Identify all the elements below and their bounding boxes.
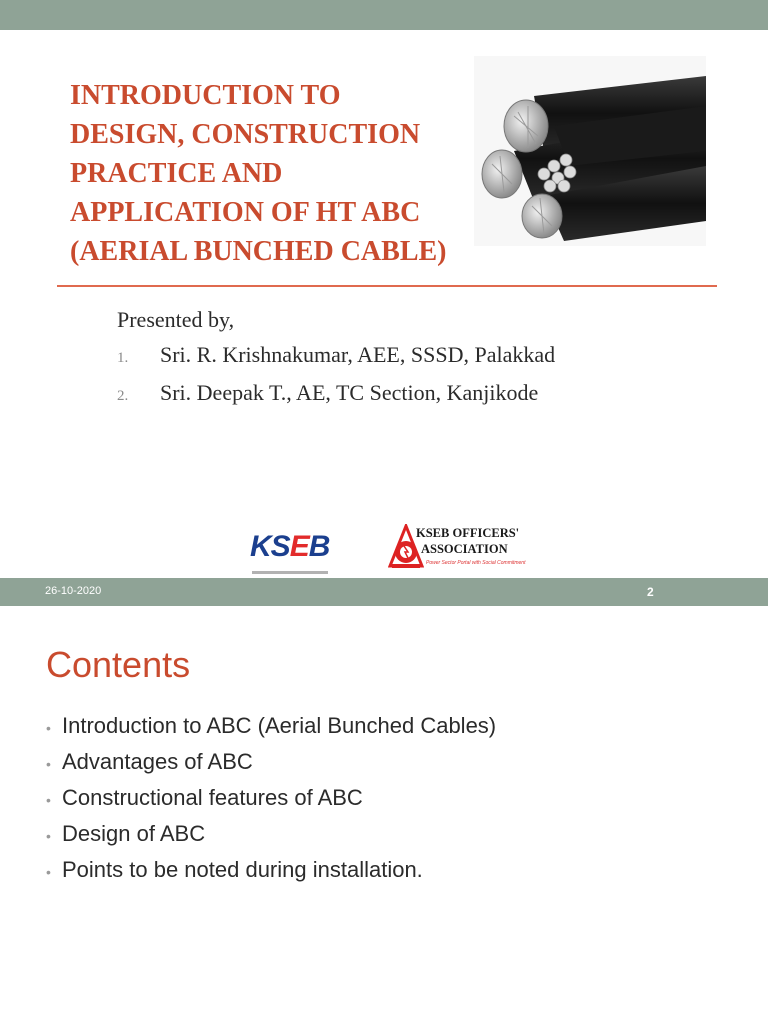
bullet-icon: •: [46, 792, 51, 808]
contents-slide: [0, 606, 768, 1024]
list-item: [46, 857, 496, 893]
kseb-tagline-graphic: [250, 569, 330, 577]
kseb-logo-accent: E: [289, 530, 309, 563]
slide-footer: [0, 578, 768, 606]
slide-title: [70, 76, 490, 271]
list-number: 2.: [117, 388, 129, 404]
list-item-text: Points to be noted during installation.: [62, 857, 423, 882]
title-divider: [57, 285, 717, 287]
page-number: 2: [647, 585, 654, 599]
presenter-item: [117, 380, 555, 418]
list-number: 1.: [117, 350, 129, 366]
kseb-logo-text: KS: [250, 530, 290, 563]
presented-by-label: Presented by,: [117, 307, 235, 332]
list-item-text: Introduction to ABC (Aerial Bunched Cables): [62, 713, 497, 738]
list-item: [46, 749, 496, 785]
bullet-icon: •: [46, 828, 51, 844]
title-line: APPLICATION OF HT ABC: [70, 197, 421, 228]
bullet-icon: •: [46, 864, 51, 880]
kseb-logo: [250, 530, 330, 582]
association-tagline: Power Sector Portal with Social Commitment: [426, 560, 526, 566]
association-name-line2: ASSOCIATION: [421, 542, 508, 556]
bullet-icon: •: [46, 720, 51, 736]
title-line: INTRODUCTION TO: [70, 80, 341, 111]
contents-list: [46, 713, 496, 893]
kseb-logo-text-end: B: [308, 530, 330, 563]
presenter-list: [117, 342, 555, 418]
presenter-name: Sri. R. Krishnakumar, AEE, SSSD, Palakkad: [160, 342, 556, 367]
bullet-icon: •: [46, 756, 51, 772]
contents-heading: Contents: [46, 644, 191, 685]
list-item: [46, 785, 496, 821]
presenter-name: Sri. Deepak T., AE, TC Section, Kanjikode: [160, 380, 539, 405]
list-item-text: Design of ABC: [62, 821, 206, 846]
list-item: [46, 713, 496, 749]
title-line: DESIGN, CONSTRUCTION: [70, 119, 421, 150]
association-logo: [388, 522, 533, 572]
title-line: (AERIAL BUNCHED CABLE): [70, 236, 447, 267]
cable-image: [474, 56, 706, 246]
footer-date: 26-10-2020: [45, 585, 102, 597]
list-item: [46, 821, 496, 857]
list-item-text: Constructional features of ABC: [62, 785, 363, 810]
top-bar: [0, 0, 768, 30]
association-name-line1: KSEB OFFICERS': [416, 526, 520, 540]
title-line: PRACTICE AND: [70, 158, 283, 189]
presenter-item: [117, 342, 555, 380]
list-item-text: Advantages of ABC: [62, 749, 253, 774]
